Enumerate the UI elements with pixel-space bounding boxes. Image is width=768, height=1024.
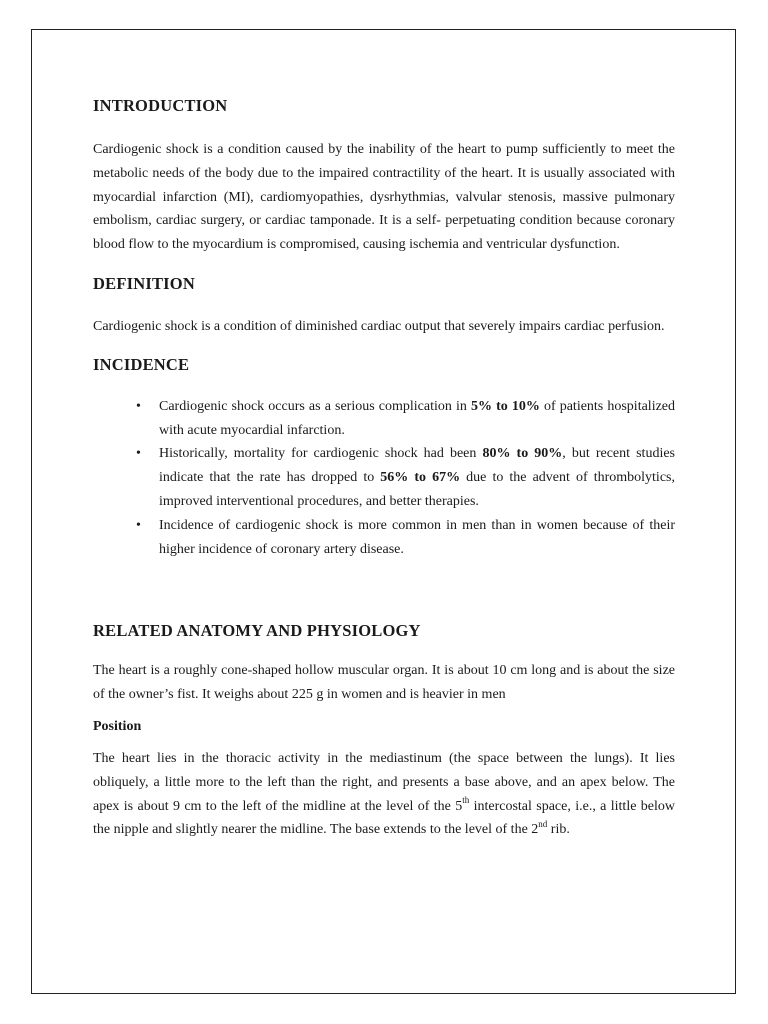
- bullet-icon: •: [136, 398, 141, 414]
- document-body: [93, 96, 675, 842]
- stat-highlight: 5% to 10%: [470, 398, 540, 414]
- list-item: • Incidence of cardiogenic shock is more common in men than in women because of their higher incidence of coronary artery disease.: [93, 514, 675, 562]
- anatomy-heading: RELATED ANATOMY AND PHYSIOLOGY: [93, 621, 421, 641]
- position-paragraph: The heart lies in the thoracic activity in the mediastinum (the space between the lungs). It lies obliquely, a little more to the left than the right, and presents a base above, and an apex below. The apex is about 9 cm to the left of the midline at the level of the 5th intercostal space, i.e., a little below the nipple and slightly nearer the midline. The base extends to the level of the 2nd rib.: [93, 750, 676, 838]
- list-item: • Cardiogenic shock occurs as a serious complication in 5% to 10% of patients hospitalized with acute myocardial infarction.: [93, 395, 675, 443]
- stat-highlight: 80% to 90%: [482, 446, 563, 462]
- bullet-icon: •: [136, 517, 141, 533]
- definition-paragraph: Cardiogenic shock is a condition of diminished cardiac output that severely impairs cardiac perfusion.: [93, 318, 665, 334]
- introduction-heading: INTRODUCTION: [93, 96, 228, 115]
- stat-highlight: 56% to 67%: [380, 470, 461, 486]
- list-item: • Historically, mortality for cardiogenic shock had been 80% to 90%, but recent studies indicate that the rate has dropped to 56% to 67% due to the advent of thrombolytics, improved interventional procedures, and better therapies.: [93, 442, 675, 513]
- incidence-heading: INCIDENCE: [93, 354, 190, 374]
- anatomy-paragraph: The heart is a roughly cone-shaped hollow muscular organ. It is about 10 cm long and is about the size of the owner’s fist. It weighs about 225 g in women and is heavier in men: [93, 663, 675, 703]
- definition-heading: DEFINITION: [93, 273, 195, 293]
- position-subheading: Position: [93, 718, 142, 734]
- incidence-list: [93, 395, 675, 562]
- bullet-icon: •: [136, 446, 141, 462]
- introduction-paragraph: Cardiogenic shock is a condition caused by the inability of the heart to pump sufficiently to meet the metabolic needs of the body due to the impaired contractility of the heart. It is usually associated with myocardial infarction (MI), cardiomyopathies, dysrhythmias, valvular stenosis, massive pulmonary embolism, cardiac surgery, or cardiac tamponade. It is a self- perpetuating condition because coronary blood flow to the myocardium is compromised, causing ischemia and ventricular dysfunction.: [93, 142, 675, 253]
